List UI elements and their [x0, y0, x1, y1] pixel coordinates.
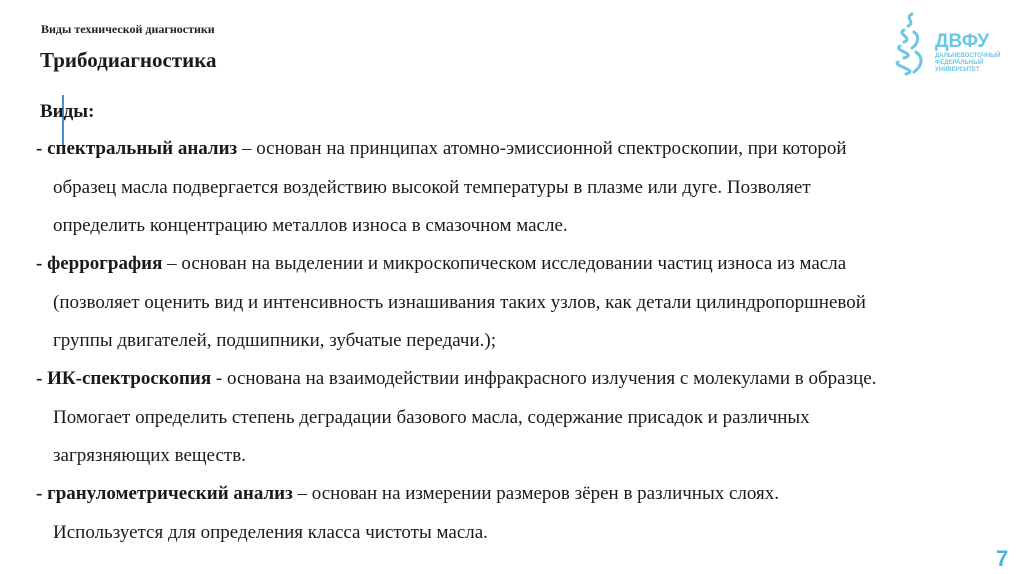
item-term: - ИК-спектроскопия	[36, 368, 212, 389]
list-item	[36, 475, 779, 552]
item-first-line	[36, 475, 779, 514]
item-first-line	[36, 130, 847, 169]
section-label: Виды технической диагностики	[41, 22, 215, 36]
item-first-line	[36, 245, 866, 284]
logo-subtitle: ДАЛЬНЕВОСТОЧНЫЙ	[935, 53, 1001, 59]
item-term: - феррография	[36, 253, 163, 274]
list-item	[36, 130, 847, 246]
item-term: - гранулометрический анализ	[36, 483, 293, 504]
item-text: (позволяет оценить вид и интенсивность изнашивания таких узлов, как детали цилиндропоршневой	[53, 291, 866, 313]
list-item	[36, 360, 876, 476]
item-text: загрязняющих веществ.	[53, 445, 246, 466]
logo-subtitle: УНИВЕРСИТЕТ	[935, 67, 980, 73]
logo-name: ДВФУ	[935, 31, 990, 52]
kinds-label: Виды:	[40, 101, 95, 122]
page-number: 7	[996, 546, 1009, 571]
item-text: образец масла подвергается воздействию высокой температуры в плазме или дуге. Позволяет	[53, 176, 811, 198]
item-text: Помогает определить степень деградации базового масла, содержание присадок и различных	[53, 406, 810, 428]
logo-subtitle: ФЕДЕРАЛЬНЫЙ	[935, 60, 984, 66]
item-text: – основан на принципах атомно-эмиссионной спектроскопии, при которой	[237, 138, 847, 159]
item-text: Используется для определения класса чистоты масла.	[53, 521, 488, 543]
list-item	[36, 245, 866, 361]
item-text: группы двигателей, подшипники, зубчатые передачи.);	[53, 330, 496, 351]
slide-title: Трибодиагностика	[40, 48, 217, 72]
item-first-line	[36, 360, 876, 399]
item-text: - основана на взаимодействии инфракрасного излучения с молекулами в образце.	[211, 368, 877, 389]
item-text: – основан на измерении размеров зёрен в различных слоях.	[292, 483, 780, 504]
item-term: - спектральный анализ	[36, 138, 238, 159]
item-text: – основан на выделении и микроскопическом исследовании частиц износа из масла	[162, 253, 847, 274]
item-text: определить концентрацию металлов износа в смазочном масле.	[53, 215, 568, 236]
